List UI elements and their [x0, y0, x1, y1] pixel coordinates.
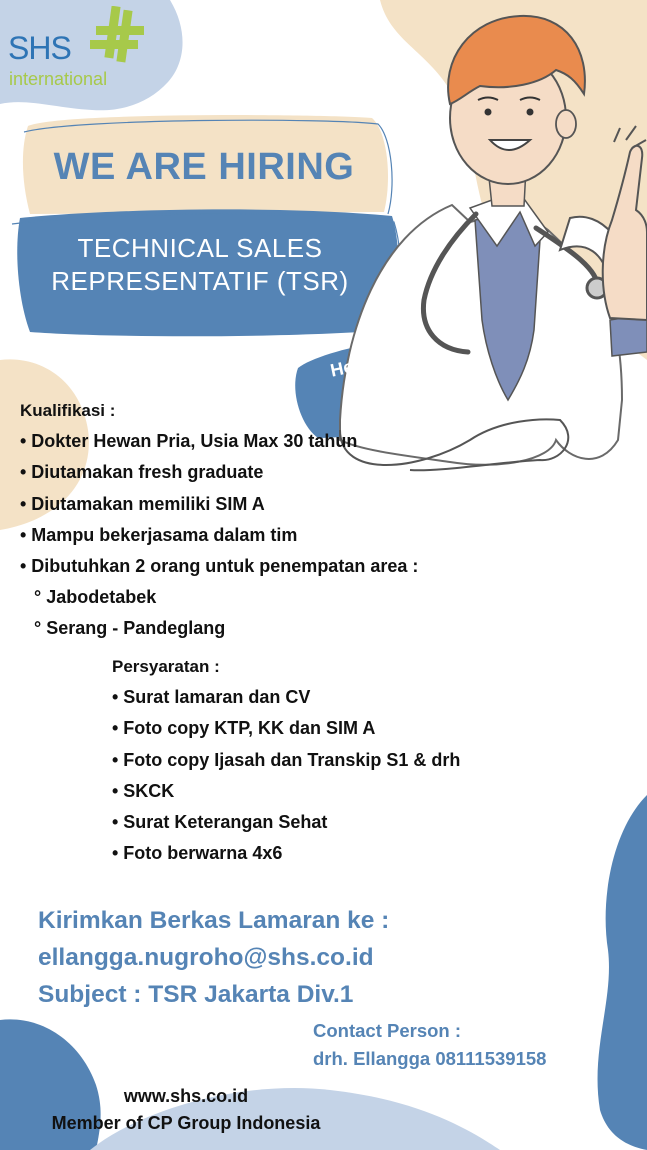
- office-label: Head Office :: [328, 338, 442, 381]
- area-item: ° Serang - Pandeglang: [34, 618, 226, 639]
- requirement-item: • Surat Keterangan Sehat: [112, 812, 328, 833]
- qualification-item: • Dokter Hewan Pria, Usia Max 30 tahun: [20, 431, 358, 452]
- requirement-item: • Foto berwarna 4x6: [112, 843, 283, 864]
- doctor-eye-right: [527, 109, 534, 116]
- requirement-item: • Surat lamaran dan CV: [112, 687, 311, 708]
- qualification-item: • Mampu bekerjasama dalam tim: [20, 524, 298, 545]
- contact-person: [313, 1017, 546, 1073]
- requirements-section: [112, 651, 460, 869]
- doctor-ear: [556, 110, 576, 138]
- requirements-heading: Persyaratan :: [112, 657, 220, 676]
- logo-cross-icon: [86, 6, 146, 66]
- job-title: [30, 232, 370, 298]
- logo-wordmark: SHS: [8, 30, 71, 66]
- requirement-item: • Foto copy Ijasah dan Transkip S1 & drh: [112, 749, 461, 770]
- qualification-item: • Dibutuhkan 2 orang untuk penempatan area :: [20, 556, 419, 577]
- footer-member: Member of CP Group Indonesia: [51, 1113, 321, 1133]
- contact-label: Contact Person :: [313, 1020, 462, 1041]
- job-title-line-2: REPRESENTATIF (TSR): [51, 266, 349, 296]
- apply-instruction: Kirimkan Berkas Lamaran ke :: [38, 907, 390, 934]
- apply-subject: Subject : TSR Jakarta Div.1: [38, 981, 354, 1008]
- qualifications-heading: Kualifikasi :: [20, 401, 116, 420]
- qualification-item: • Diutamakan fresh graduate: [20, 462, 264, 483]
- contact-value: drh. Ellangga 08111539158: [313, 1048, 547, 1069]
- application-info: [38, 902, 389, 1013]
- qualification-item: • Diutamakan memiliki SIM A: [20, 493, 265, 514]
- logo-subtitle: international: [9, 69, 108, 89]
- apply-email: ellangga.nugroho@shs.co.id: [38, 944, 374, 971]
- footer-website: www.shs.co.id: [123, 1086, 249, 1106]
- office-city: Jakarta: [357, 371, 424, 405]
- requirement-item: • Foto copy KTP, KK dan SIM A: [112, 718, 376, 739]
- qualifications-section: [20, 395, 418, 645]
- requirement-item: • SKCK: [112, 780, 175, 801]
- area-item: ° Jabodetabek: [34, 587, 157, 608]
- doctor-eye-left: [485, 109, 492, 116]
- job-title-line-1: TECHNICAL SALES: [77, 233, 323, 263]
- headline: WE ARE HIRING: [53, 146, 355, 188]
- blob-right-lower: [598, 795, 647, 1150]
